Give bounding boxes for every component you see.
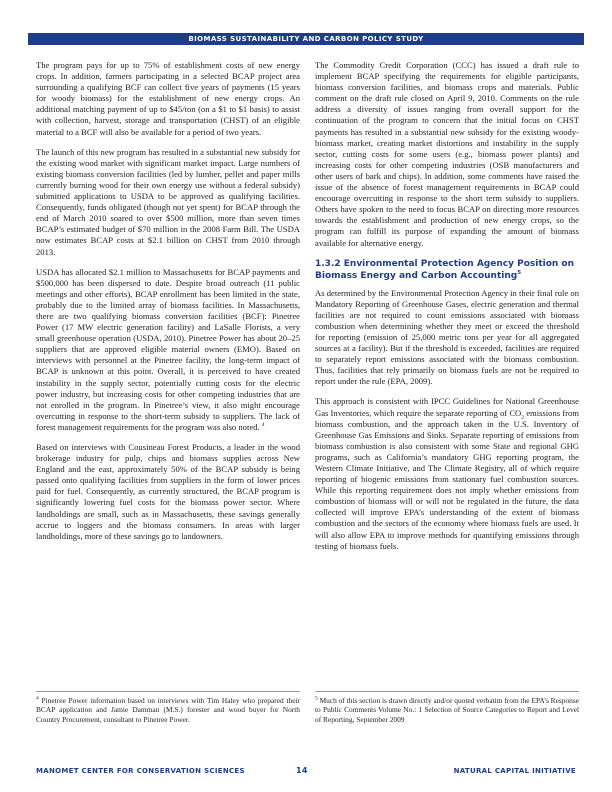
running-header: BIOMASS SUSTAINABILITY AND CARBON POLICY STUDY <box>28 33 584 45</box>
section-heading-text: 1.3.2 Environmental Protection Agency Position on Biomass Energy and Carbon Accounting <box>315 258 575 281</box>
footnote-number: 4 <box>36 695 39 702</box>
footnote-text: Much of this section is drawn directly and/or quoted verbatim from the EPA’s Response to Public Comments Volume No.: 1 Selection of Source Categories to Report and Level of Reporting, September 2009 <box>315 696 579 724</box>
section-heading <box>315 258 579 282</box>
paragraph: The launch of this new program has resulted in a substantial new subsidy for the existing wood market with significant market impact. Large numbers of existing biomass conversion facilities (led by lumber, pellet and paper mills currently burning wood for their own energy use without a federal subsidy) submitted applications to USDA to be approved as qualifying facilities. Consequently, funds obligated (though not yet spent) for BCAP through the end of March 2010 soared to over $500 million, more than seven times BCAP’s estimated budget of $70 million in the 2008 Farm Bill. The USDA now estimates BCAP costs at $2.1 billion on CHST from 2010 through 2013. <box>36 146 300 257</box>
subscript: 2 <box>521 414 525 421</box>
paragraph <box>315 396 579 551</box>
footnote-divider <box>36 691 300 692</box>
footnote-ref[interactable]: 5 <box>517 269 522 276</box>
footnote-text: Pinetree Power information based on interviews with Tim Haley who prepared their BCAP application and Jamie Damman (M.S.) forester and wood buyer for North Country Procurement, consultant to Pinetree Power. <box>36 696 300 724</box>
paragraph-text: emissions from biomass combustion, and the approach taken in the U.S. Inventory of Greenhouse Gas Emissions and Sinks. Separate reporting of emissions from biomass combustion is also consistent with some State and regional GHG programs, such as California’s mandatory GHG reporting program, the Western Climate Initiative, and The Climate Registry, all of which require reporting of biogenic emissions from stationary fuel combustion sources. While this reporting requirement does not imply whether emissions from combustion of biomass will or will not be regulated in the future, the data collected will improve EPA’s understanding of the extent of biomass combustion and the sectors of the economy where biomass fuels are used. It will also allow EPA to improve methods for quantifying emissions through testing of biomass fuels. <box>315 407 579 551</box>
right-column <box>315 60 579 561</box>
footnote-4 <box>36 696 300 724</box>
paragraph: The Commodity Credit Corporation (CCC) has issued a draft rule to implement BCAP specifying the requirements for eligible participants, biomass conversion facilities, and biomass crops and materials. Public comment on the draft rule closed on April 9, 2010. Comments on the rule address a diversity of issues ranging from overall support for the continuation of the program to concern that the initial focus on CHST payments has resulted in a substantial new subsidy for the existing woody-biomass market, creating market distortions and instability in the supply sector, cutting costs for some users (e.g., biomass power plants) and increasing costs for other competing industries (OSB manufacturers and other users of bark and chips). In addition, some comments have raised the issue of the absence of forest management requirements in BCAP could encourage overcutting in response to the short term subsidy to suppliers. Others have spoken to the need to focus BCAP on directing more resources towards the establishment and production of new energy crops, so the program can fulfill its purpose of expanding the amount of biomass available for alternative energy. <box>315 60 579 248</box>
footnote-divider <box>315 691 579 692</box>
footnote-5 <box>315 696 579 724</box>
paragraph <box>36 267 300 433</box>
footer-organization: MANOMET CENTER FOR CONSERVATION SCIENCES <box>36 767 245 775</box>
left-column <box>36 60 300 551</box>
paragraph-text: This approach is consistent with IPCC Guidelines for National Greenhouse Gas Inventories, which require the separate reporting of CO <box>315 396 579 418</box>
page-number: 14 <box>296 766 308 775</box>
paragraph: The program pays for up to 75% of establishment costs of new energy crops. In addition, farmers participating in a selected BCAP project area surrounding a qualifying BCF can collect five years of payments (15 years for woody biomass) for the establishment of new energy crops. An additional matching payment of up to $45/ton (on a $1 to $1 basis) to assist with collection, harvest, storage and transportation (CHST) of an eligible material to a BCF will also be available for a period of two years. <box>36 60 300 137</box>
footer-initiative: NATURAL CAPITAL INITIATIVE <box>453 767 576 775</box>
footnote-ref[interactable]: 4 <box>261 422 265 429</box>
paragraph: As determined by the Environmental Protection Agency in their final rule on Mandatory Reporting of Greenhouse Gases, electric generation and thermal facilities are not required to count emissions associated with biomass combustion when determining whether they meet or exceed the threshold for reporting (emission of 25,000 metric tons per year for all aggregated sources at a facility). But if the threshold is exceeded, facilities are required to separately report emissions associated with the biomass combustion. Thus, facilities that rely primarily on biomass fuels are not be required to report under the rule (EPA, 2009). <box>315 287 579 387</box>
paragraph-text: USDA has allocated $2.1 million to Massachusetts for BCAP payments and $500,000 has been dispersed to date. Despite broad outreach (11 public meetings and other efforts), BCAP enrollment has been limited in the state, probably due to the limited array of biomass facilities. In Massachusetts, there are two qualifying biomass conversion facilities (BCF): Pinetree Power (17 MW electric generation facility) and LaSalle Florists, a very small greenhouse operation (USDA, 2010). Pinetree Power has about 20–25 suppliers that are approved eligible material owners (EMO). Based on interviews with personnel at the Pinetree facility, the long-term impact of BCAP is unknown at this point. Overall, it is perceived to have created instability in the supply sector, potentially cutting costs for the electric power industry, but increasing costs for other competing industries that are not enrolled in the program. In Pinetree’s view, it also might encourage overcutting in response to the short-term subsidy to suppliers. The lack of forest management requirements for the program was also noted. <box>36 266 300 432</box>
paragraph: Based on interviews with Cousineau Forest Products, a leader in the wood brokerage industry for pulp, chips and biomass supplies across New England and the east, approximately 50% of the BCAP subsidy is being passed onto qualifying facilities from suppliers in the form of lower prices paid for fuel. Consequently, as currently structured, the BCAP program is significantly lowering fuel costs for the biomass power sector. Where landholdings are small, such as in Massachusetts, these savings generally accrue to loggers and the biomass consumers. In areas with larger landholdings, more of these savings go to landowners. <box>36 442 300 541</box>
footnote-number: 5 <box>315 695 318 702</box>
